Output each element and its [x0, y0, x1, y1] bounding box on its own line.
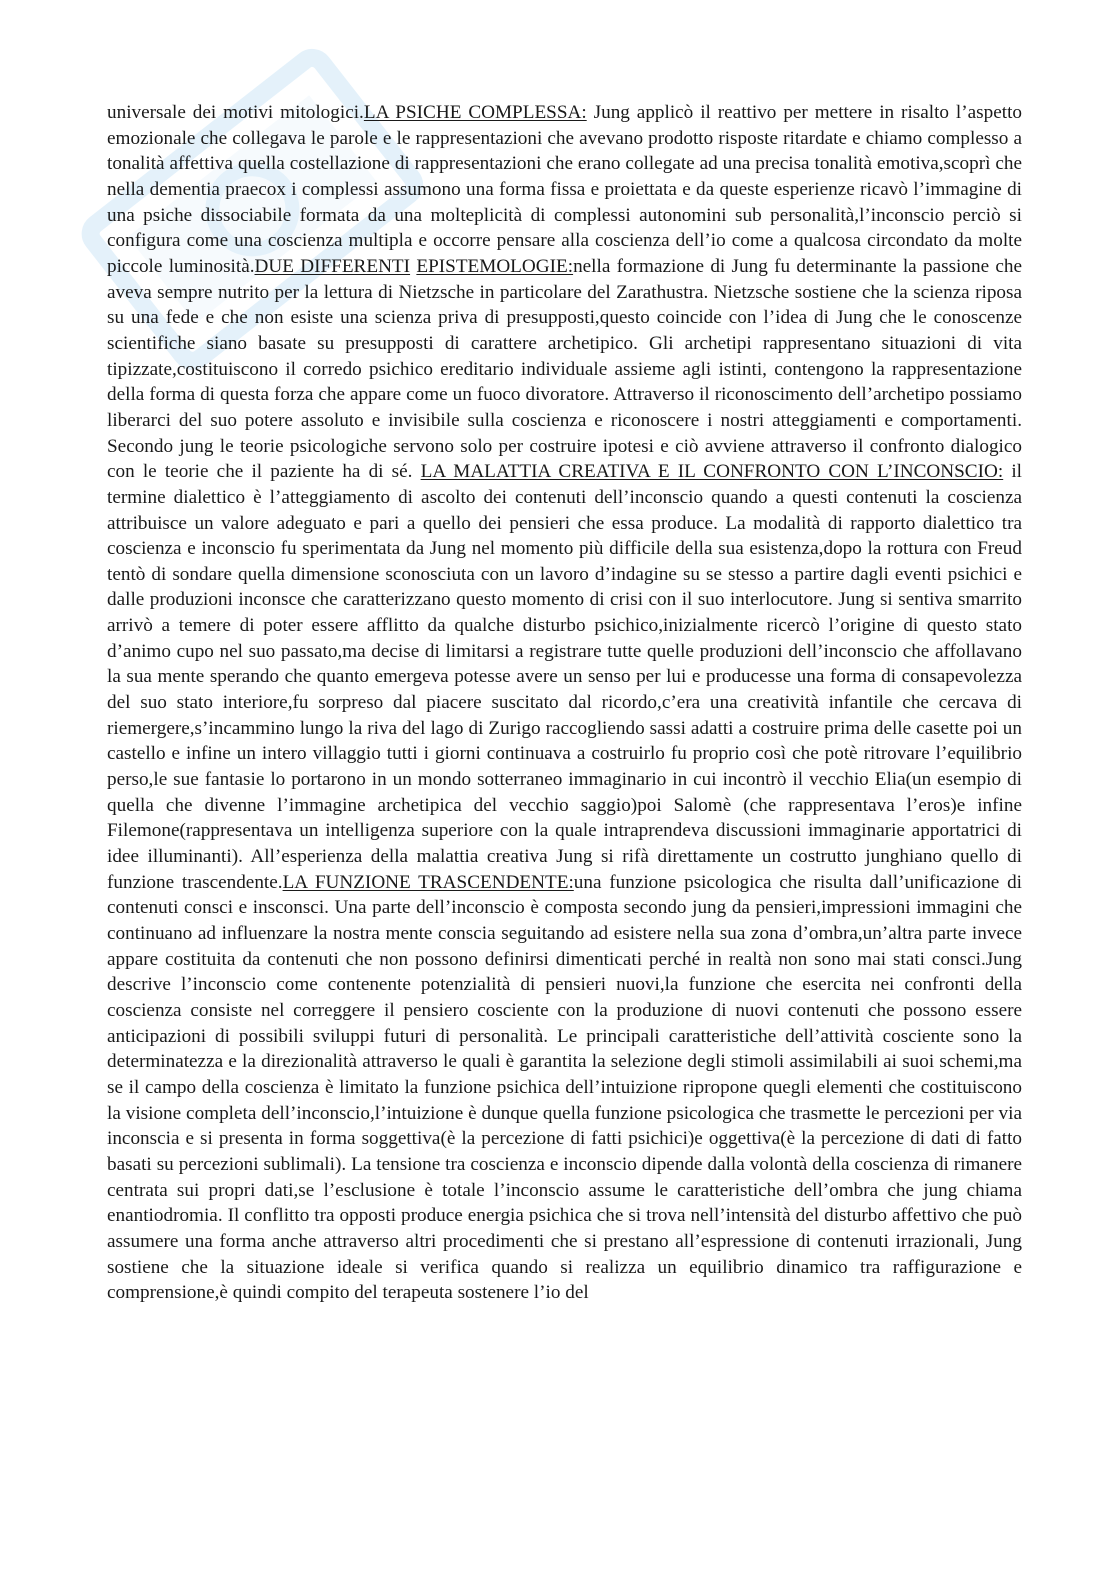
- section-heading-malattia-creativa: LA MALATTIA CREATIVA E IL CONFRONTO CON L’INCONSCIO:: [420, 461, 1004, 483]
- text-segment: il termine dialettico è l’atteggiamento di ascolto dei contenuti dell’inconscio quando a questi contenuti la coscienza attribuisce un valore adeguato e pari a quello dei pensieri che essa produce. La modalità di rapporto dialettico tra coscienza e inconscio fu sperimentata da Jung nel momento più difficile della sua esistenza,dopo la rottura con Freud tentò di sondare quella dimensione sconosciuta con un lavoro d’indagine su se stesso a partire dagli eventi psichici e dalle produzioni inconsce che caratterizzano questo momento di crisi con il suo interlocutore. Jung si sentiva smarrito arrivò a temere di poter essere afflitto da qualche disturbo psichico,inizialmente ricercò l’origine di questo stato d’animo cupo nel suo passato,ma decise di limitarsi a registrare tutte quelle produzioni dell’inconscio che affollavano la sua mente sperando che quanto emergeva potesse avere un senso per lui e producesse una forma di consapevolezza del suo stato interiore,fu sorpreso dal piacere suscitato dal ricordo,c’era una creatività infantile che cercava di riemergere,s’incammino lungo la riva del lago di Zurigo raccogliendo sassi adatti a costruire prima delle casette poi un castello e infine un intero villaggio tutti i giorni continuava a costruirlo fu proprio così che potè ritrovare l’equilibrio perso,le sue fantasie lo portarono in un mondo sotterraneo immaginario in cui incontrò il vecchio Elia(un esempio di quella che divenne l’immagine archetipica del vecchio saggio)poi Salomè (che rappresentava l’eros)e infine Filemone(rappresentava un intelligenza superiore con la quale intraprendeva discussioni immaginarie apportatrici di idee illuminanti). All’esperienza della malattia creativa Jung si rifà direttamente un costrutto junghiano quello di funzione trascendente.: [107, 461, 1022, 893]
- text-segment: universale dei motivi mitologici.: [107, 102, 364, 123]
- text-segment: nella formazione di Jung fu determinante la passione che aveva sempre nutrito per la lettura di Nietzsche in particolare del Zarathustra. Nietzsche sostiene che la scienza riposa su una fede e che non esiste una scienza priva di presupposti,questo coincide con l’idea di Jung che le conoscenze scientifiche siano basate su presupposti di carattere archetipico. Gli archetipi rappresentano situazioni di vita tipizzate,costituiscono il corredo psichico ereditario individuale assieme agli istinti, contengono la rappresentazione della forma di questa forza che appare come un fuoco divoratore. Attraverso il riconoscimento dell’archetipo possiamo liberarci del suo potere assoluto e invisibile sulla coscienza e riconoscere i nostri atteggiamenti e comportamenti. Secondo jung le teorie psicologiche servono solo per costruire ipotesi e ciò avviene attraverso il confronto dialogico con le teorie che il paziente ha di sé.: [107, 255, 1023, 483]
- section-heading-epistemologie: EPISTEMOLOGIE:: [416, 255, 574, 277]
- section-heading-due-differenti: DUE DIFFERENTI: [254, 255, 411, 277]
- document-page: [107, 100, 1022, 1306]
- text-segment: Jung applicò il reattivo per mettere in risalto l’aspetto emozionale che collegava le parole e le rappresentazioni che avevano prodotto risposte ritardate e chiamo complesso a tonalità affettiva quella costellazione di rappresentazioni che erano collegate ad una precisa tonalità emotiva,scoprì che nella dementia praecox i complessi assumono una forma fissa e proiettata e da queste esperienze ricavò l’immagine di una psiche dissociabile formata da una molteplicità di complessi autonomini sub personalità,l’inconscio perciò si configura come una coscienza multipla e occorre pensare alla coscienza dell’io come a qualcosa circondato da molte piccole luminosità.: [107, 102, 1023, 277]
- section-heading-psiche-complessa: LA PSICHE COMPLESSA:: [363, 102, 587, 123]
- text-segment: una funzione psicologica che risulta dall’unificazione di contenuti consci e insconsci. Una parte dell’inconscio è composta secondo jung da pensieri,impressioni immagini che continuano ad influenzare la nostra mente conscia seguitando ad esistere nella sua zona d’ombra,un’altra parte invece appare costituita da contenuti che non possono definirsi dimenticati perché in realtà non sono mai stati consci.Jung descrive l’inconscio come contenente potenzialità di pensieri nuovi,la funzione che esercita nei confronti della coscienza consiste nel correggere il pensiero cosciente con la produzione di nuovi contenuti che possono essere anticipazioni di possibili sviluppi futuri di personalità. Le principali caratteristiche dell’attività cosciente sono la determinatezza e la direzionalità attraverso le quali è garantita la selezione degli stimoli assimilabili ai suoi schemi,ma se il campo della coscienza è limitato la funzione psichica dell’intuizione ripropone quegli elementi che costituiscono la visione completa dell’inconscio,l’intuizione è dunque quella funzione psicologica che trasmette le percezioni per via inconscia e si presenta in forma soggettiva(è la percezione di fatti psichici)e oggettiva(è la percezione di dati di fatto basati su percezioni sublimali). La tensione tra coscienza e inconscio dipende dalla volontà della coscienza di rimanere centrata sui propri dati,se l’esclusione è totale l’inconscio assume le caratteristiche dell’ombra che jung chiama enantiodromia. Il conflitto tra opposti produce energia psichica che si trova nell’intensità del disturbo affettivo che può assumere una forma anche attraverso altri procedimenti che si prestano all’espressione di contenuti irrazionali, Jung sostiene che la situazione ideale si verifica quando si realizza un equilibrio dinamico tra raffigurazione e comprensione,è quindi compito del terapeuta sostenere l’io del: [107, 871, 1022, 1304]
- document-paragraph: [107, 100, 1022, 1306]
- section-heading-funzione-trascendente: LA FUNZIONE TRASCENDENTE:: [282, 871, 574, 893]
